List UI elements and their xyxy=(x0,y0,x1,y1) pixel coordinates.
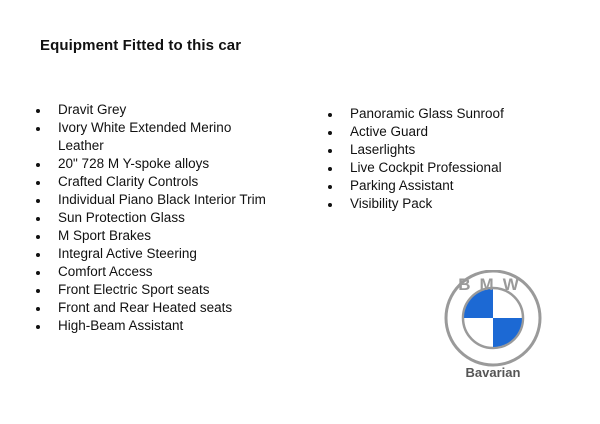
list-item-label: Front Electric Sport seats xyxy=(58,282,210,297)
list-item-label: M Sport Brakes xyxy=(58,228,152,243)
list-item-label: Front and Rear Heated seats xyxy=(58,300,233,315)
list-item-label: Laserlights xyxy=(350,142,416,157)
list-item xyxy=(32,101,292,119)
list-item xyxy=(32,209,292,227)
bullet-icon xyxy=(36,235,40,239)
list-item-continuation xyxy=(32,137,292,155)
page-title: Equipment Fitted to this car xyxy=(40,37,242,54)
list-item xyxy=(324,141,584,159)
bullet-icon xyxy=(328,185,332,189)
list-item xyxy=(32,245,292,263)
list-item-label: Visibility Pack xyxy=(350,196,433,211)
bullet-icon xyxy=(36,217,40,221)
list-item-label: 20" 728 M Y-spoke alloys xyxy=(58,156,210,171)
list-item xyxy=(324,123,584,141)
bmw-roundel-icon xyxy=(441,270,545,374)
list-item-label: Crafted Clarity Controls xyxy=(58,174,199,189)
list-item-label: Sun Protection Glass xyxy=(58,210,185,225)
list-item-label: Active Guard xyxy=(350,124,429,139)
list-item-label: Integral Active Steering xyxy=(58,246,197,261)
list-item-label: Leather xyxy=(58,138,104,153)
list-item-label: Panoramic Glass Sunroof xyxy=(350,106,504,121)
logo-letters: BMW xyxy=(458,275,528,294)
list-item xyxy=(324,195,584,213)
bullet-icon xyxy=(36,307,40,311)
list-item xyxy=(32,191,292,209)
bullet-icon xyxy=(328,167,332,171)
list-item-label: Dravit Grey xyxy=(58,102,127,117)
bullet-icon xyxy=(36,127,40,131)
list-item xyxy=(32,299,292,317)
list-item xyxy=(324,105,584,123)
list-item xyxy=(32,155,292,173)
bullet-icon xyxy=(36,181,40,185)
list-item xyxy=(32,173,292,191)
equipment-list-left xyxy=(32,101,292,335)
list-item xyxy=(32,227,292,245)
bullet-icon xyxy=(36,109,40,113)
list-item xyxy=(32,263,292,281)
bullet-icon xyxy=(36,289,40,293)
bullet-icon xyxy=(36,271,40,275)
bullet-icon xyxy=(328,149,332,153)
dealer-name: Bavarian xyxy=(465,365,521,380)
list-item-label: Comfort Access xyxy=(58,264,153,279)
list-item xyxy=(32,281,292,299)
list-item-label: High-Beam Assistant xyxy=(58,318,184,333)
list-item-label: Live Cockpit Professional xyxy=(350,160,502,175)
list-item-label: Individual Piano Black Interior Trim xyxy=(58,192,266,207)
equipment-list-right xyxy=(324,105,584,213)
bullet-icon xyxy=(328,131,332,135)
list-item xyxy=(32,317,292,335)
list-item-label: Ivory White Extended Merino xyxy=(58,120,232,135)
bullet-icon xyxy=(328,113,332,117)
bullet-icon xyxy=(36,199,40,203)
bullet-icon xyxy=(36,163,40,167)
list-item xyxy=(324,177,584,195)
bullet-icon xyxy=(328,203,332,207)
list-item-label: Parking Assistant xyxy=(350,178,454,193)
list-item xyxy=(324,159,584,177)
list-item xyxy=(32,119,292,137)
bullet-icon xyxy=(36,253,40,257)
bullet-icon xyxy=(36,325,40,329)
